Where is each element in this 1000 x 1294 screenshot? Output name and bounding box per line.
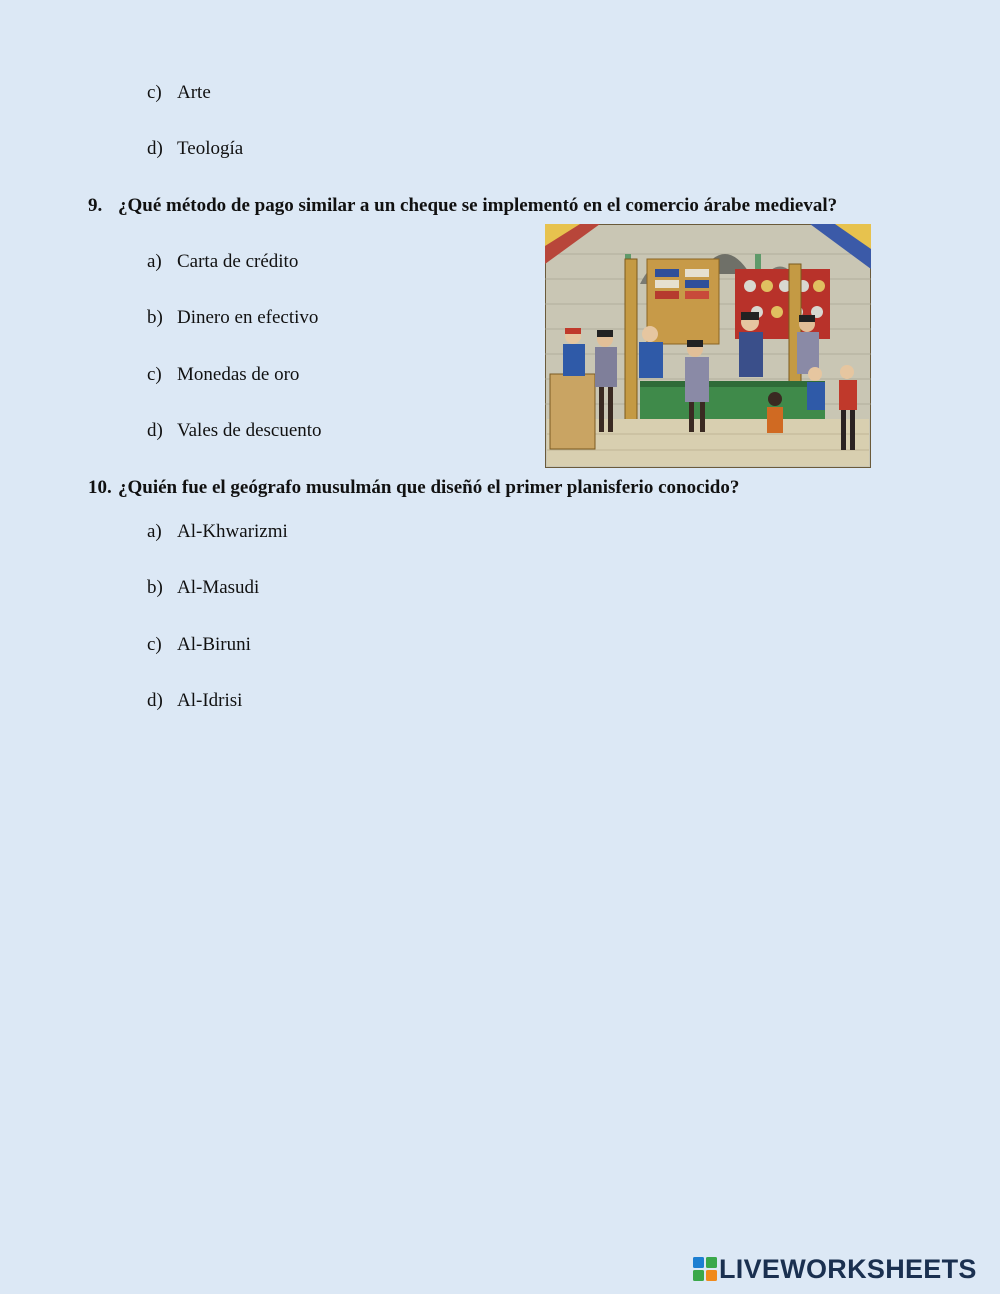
option-text: Arte: [177, 82, 211, 103]
liveworksheets-logo[interactable]: [693, 1254, 977, 1284]
option-letter: a): [147, 521, 162, 542]
option-letter: d): [147, 690, 163, 711]
q10-option-c[interactable]: [147, 634, 251, 656]
option-letter: a): [147, 251, 162, 272]
option-text: Teología: [177, 138, 244, 159]
liveworksheets-logo-icon: [693, 1257, 717, 1281]
q10-option-d[interactable]: [147, 690, 242, 712]
option-letter: c): [147, 82, 162, 103]
option-d-teologia[interactable]: [147, 138, 243, 160]
q9-option-a[interactable]: [147, 251, 298, 273]
q9-option-d[interactable]: [147, 420, 322, 442]
option-letter: d): [147, 420, 163, 441]
medieval-market-illustration: [545, 224, 871, 468]
q10-option-a[interactable]: [147, 521, 288, 543]
logo-text: LIVEWORKSHEETS: [719, 1253, 977, 1284]
option-text: Al-Biruni: [177, 634, 251, 655]
option-text: Al-Khwarizmi: [177, 521, 288, 542]
option-text: Al-Masudi: [177, 577, 260, 598]
q9-option-c[interactable]: [147, 364, 299, 386]
question-text: ¿Quién fue el geógrafo musulmán que diseñó el primer planisferio conocido?: [118, 477, 740, 498]
option-c-arte[interactable]: [147, 82, 211, 104]
option-letter: d): [147, 138, 163, 159]
question-number: 10.: [88, 477, 112, 498]
option-text: Vales de descuento: [177, 420, 322, 441]
question-text: ¿Qué método de pago similar a un cheque se implementó en el comercio árabe medieval?: [118, 195, 838, 216]
option-letter: b): [147, 307, 163, 328]
question-number: 9.: [88, 195, 103, 216]
q9-option-b[interactable]: [147, 307, 318, 329]
question-9: [88, 195, 837, 217]
option-letter: b): [147, 577, 163, 598]
option-letter: c): [147, 634, 162, 655]
question-10: [88, 477, 739, 499]
option-text: Al-Idrisi: [177, 690, 243, 711]
q10-option-b[interactable]: [147, 577, 259, 599]
option-text: Monedas de oro: [177, 364, 300, 385]
option-letter: c): [147, 364, 162, 385]
option-text: Dinero en efectivo: [177, 307, 319, 328]
option-text: Carta de crédito: [177, 251, 299, 272]
